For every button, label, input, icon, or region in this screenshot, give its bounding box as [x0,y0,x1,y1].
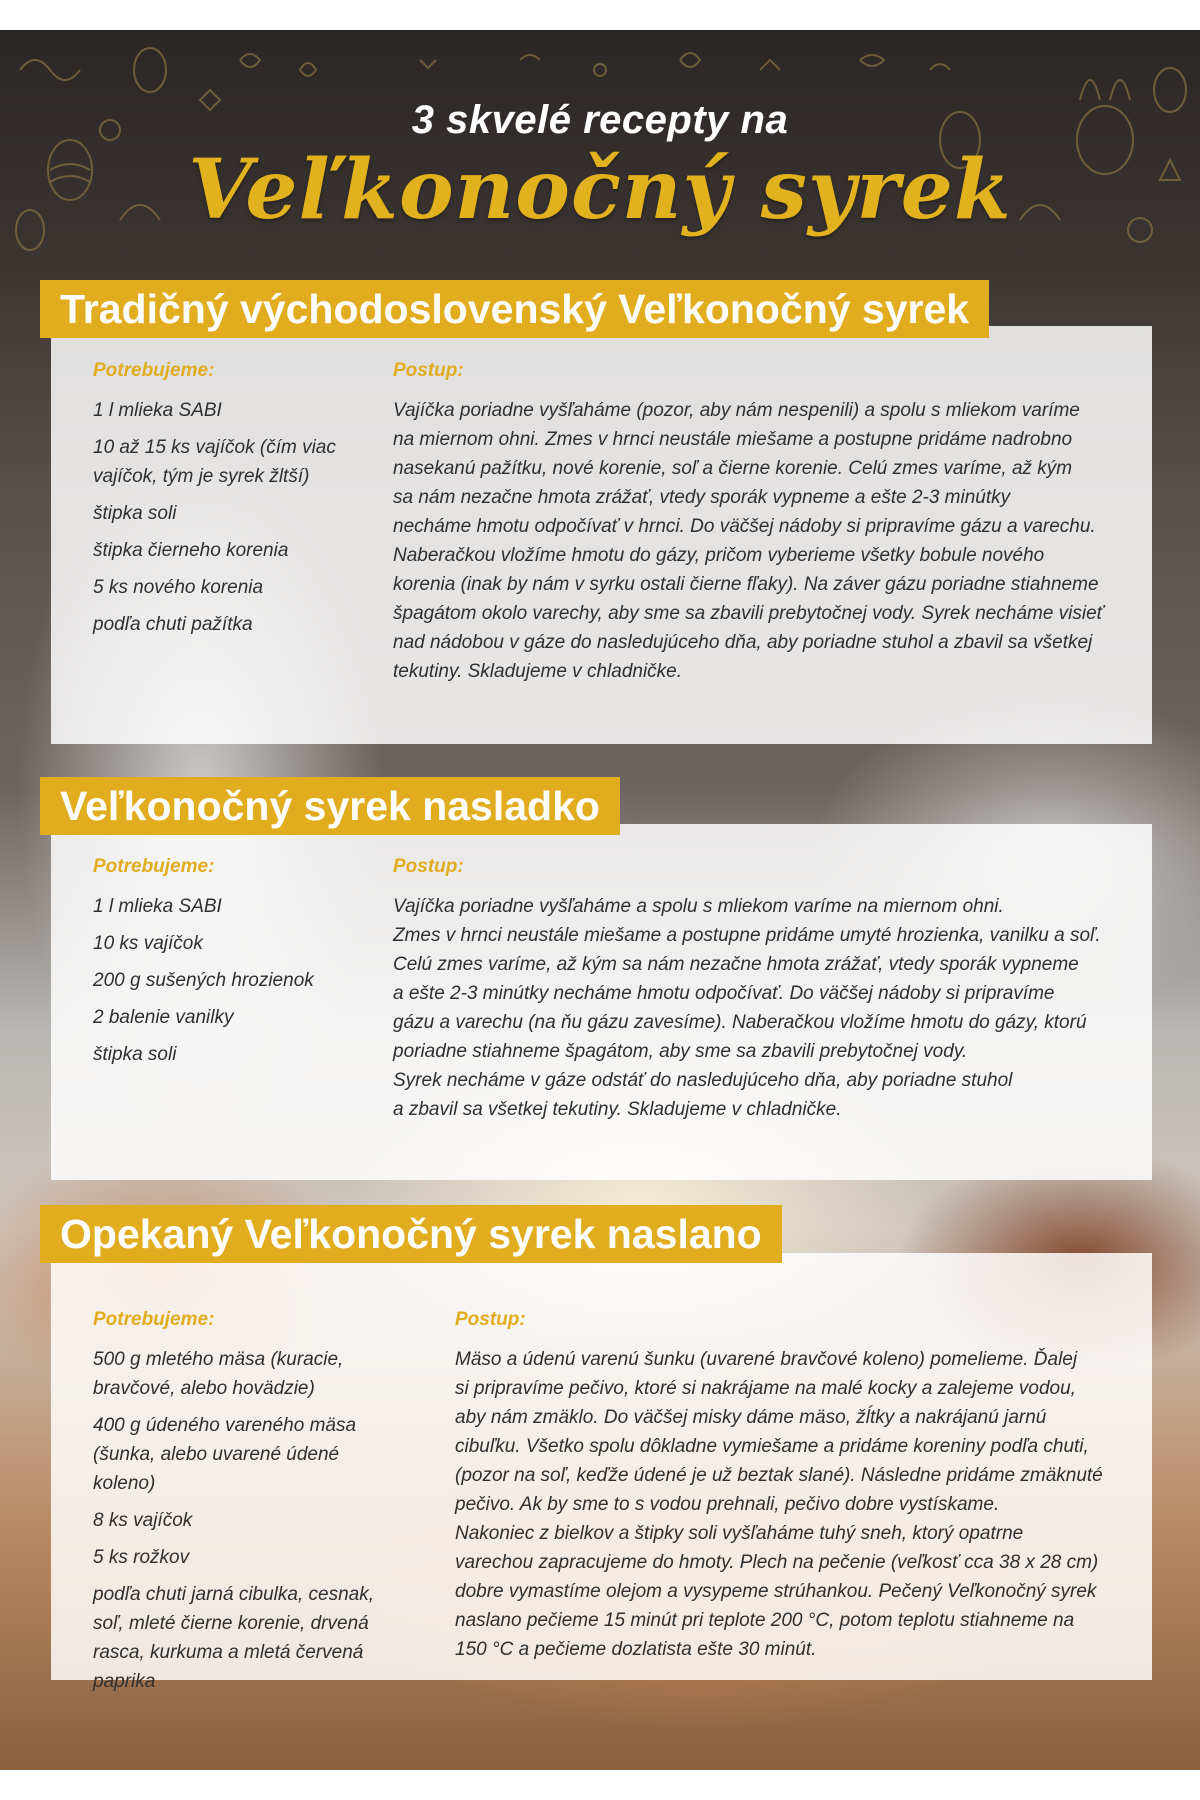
procedure-line: a ešte 2-3 minútky necháme hmotu odpočívať. Do väčšej nádoby si pripravíme [393,983,1055,1004]
procedure-line: Syrek necháme v gáze odstáť do nasledujúceho dňa, aby poriadne stuhol [393,1070,1013,1091]
procedure-line: nad nádobou v gáze do nasledujúceho dňa, aby poriadne stuhol a zbavil sa všetkej [393,632,1093,653]
ingredient-item: podľa chuti pažítka [93,614,253,635]
ingredient-item: 500 g mletého mäsa (kuracie, bravčové, alebo hovädzie) [93,1349,344,1399]
procedure-line: na miernom ohni. Zmes v hrnci neustále miešame a postupne pridáme nadrobno [393,429,1073,450]
ingredient-item: 1 l mlieka SABI [93,400,222,421]
procedure-line: Nakoniec z bielkov a štipky soli vyšľaháme tuhý sneh, ktorý opatrne [455,1523,1024,1544]
procedure-line: sa nám nezačne hmota zrážať, vtedy sporák vypneme a ešte 2-3 minútky [393,487,1011,508]
procedure-label: Postup: [455,1309,526,1330]
ingredient-item: 400 g údeného vareného mäsa (šunka, alebo uvarené údené koleno) [93,1415,357,1494]
procedure-line: nasekanú pažítku, nové korenie, soľ a čierne korenie. Celú zmes varíme, až kým [393,458,1073,479]
procedure-line: si pripravíme pečivo, ktoré si nakrájame na malé kocky a zalejeme vodou, [455,1378,1076,1399]
ingredients-list [93,1345,403,1696]
recipe-card-2 [51,824,1152,1180]
recipe-title-3: Opekaný Veľkonočný syrek naslano [40,1205,782,1263]
procedure-line: tekutiny. Skladujeme v chladničke. [393,661,683,682]
ingredient-item: 200 g sušených hrozienok [93,970,314,991]
poster-subtitle: 3 skvelé recepty na [411,98,789,142]
procedure-line: Vajíčka poriadne vyšľaháme a spolu s mliekom varíme na miernom ohni. [393,896,1004,917]
ingredient-item: 2 balenie vanilky [93,1007,234,1028]
ingredients-list [93,892,363,1069]
ingredient-item: 10 až 15 ks vajíčok (čím viac vajíčok, tým je syrek žltší) [93,437,336,487]
procedure-line: Vajíčka poriadne vyšľaháme (pozor, aby nám nespenili) a spolu s mliekom varíme [393,400,1080,421]
ingredients-column [93,856,363,1077]
ingredient-item: 8 ks vajíčok [93,1510,193,1531]
procedure-label: Postup: [393,360,464,381]
poster-title: Veľkonočný syrek [188,142,1012,238]
ingredient-item: 1 l mlieka SABI [93,896,222,917]
ingredient-item: štipka soli [93,503,177,524]
ingredient-item: podľa chuti jarná cibulka, cesnak, soľ, mleté čierne korenie, drvená rasca, kurkuma a mletá červená paprika [93,1584,375,1692]
procedure-line: naslano pečieme 15 minút pri teplote 200 °C, potom teplotu stiahneme na [455,1610,1075,1631]
procedure-line: dobre vymastíme olejom a vysypeme strúhankou. Pečený Veľkonočný syrek [455,1581,1097,1602]
procedure-line: Celú zmes varíme, až kým sa nám nezačne hmota zrážať, vtedy sporák vypneme [393,954,1079,975]
procedure-line: špagátom okolo varechy, aby sme sa zbavili prebytočnej vody. Syrek necháme visieť [393,603,1104,624]
ingredients-column [93,1309,403,1704]
ingredients-label: Potrebujeme: [93,1309,215,1330]
procedure-line: Naberačkou vložíme hmotu do gázy, pričom vyberieme všetky bobule nového [393,545,1045,566]
ingredient-item: štipka soli [93,1044,177,1065]
procedure-line: aby nám zmäklo. Do väčšej misky dáme mäso, žĺtky a nakrájanú jarnú [455,1407,1047,1428]
procedure-line: (pozor na soľ, keďže údené je už beztak slané). Následne pridáme zmäknuté [455,1465,1103,1486]
procedure-line: poriadne stiahneme špagátom, aby sme sa zbavili prebytočnej vody. [393,1041,968,1062]
procedure-line: gázu a varechu (na ňu gázu zavesíme). Naberačkou vložíme hmotu do gázy, ktorú [393,1012,1087,1033]
ingredient-item: 10 ks vajíčok [93,933,203,954]
poster [0,30,1200,1770]
ingredients-column [93,360,363,647]
procedure-text [393,396,1133,686]
recipe-title-1: Tradičný východoslovenský Veľkonočný syrek [40,280,989,338]
procedure-line: necháme hmotu odpočívať v hrnci. Do väčšej nádoby si pripravíme gázu a varechu. [393,516,1096,537]
recipe-card-1 [51,326,1152,744]
ingredient-item: 5 ks nového korenia [93,577,264,598]
ingredients-list [93,396,363,639]
procedure-text [393,892,1133,1124]
procedure-line: varechou zapracujeme do hmoty. Plech na pečenie (veľkosť cca 38 x 28 cm) [455,1552,1099,1573]
procedure-text [455,1345,1145,1664]
procedure-label: Postup: [393,856,464,877]
recipe-title-2: Veľkonočný syrek nasladko [40,777,620,835]
recipe-card-3 [51,1253,1152,1692]
procedure-line: korenia (inak by nám v syrku ostali čierne fľaky). Na záver gázu poriadne stiahneme [393,574,1099,595]
procedure-line: Zmes v hrnci neustále miešame a postupne pridáme umyté hrozienka, vanilku a soľ. [393,925,1101,946]
procedure-line: 150 °C a pečieme dozlatista ešte 30 minút. [455,1639,817,1660]
ingredients-label: Potrebujeme: [93,856,215,877]
ingredient-item: štipka čierneho korenia [93,540,289,561]
ingredients-label: Potrebujeme: [93,360,215,381]
ingredient-item: 5 ks rožkov [93,1547,190,1568]
procedure-column [393,856,1133,1124]
procedure-line: a zbavil sa všetkej tekutiny. Skladujeme v chladničke. [393,1099,842,1120]
procedure-column [393,360,1133,686]
procedure-column [455,1309,1145,1664]
procedure-line: cibuľku. Všetko spolu dôkladne vymiešame a pridáme koreniny podľa chuti, [455,1436,1089,1457]
procedure-line: Mäso a údenú varenú šunku (uvarené bravčové koleno) pomelieme. Ďalej [455,1349,1078,1370]
procedure-line: pečivo. Ak by sme to s vodou prehnali, pečivo dobre vystískame. [455,1494,1000,1515]
